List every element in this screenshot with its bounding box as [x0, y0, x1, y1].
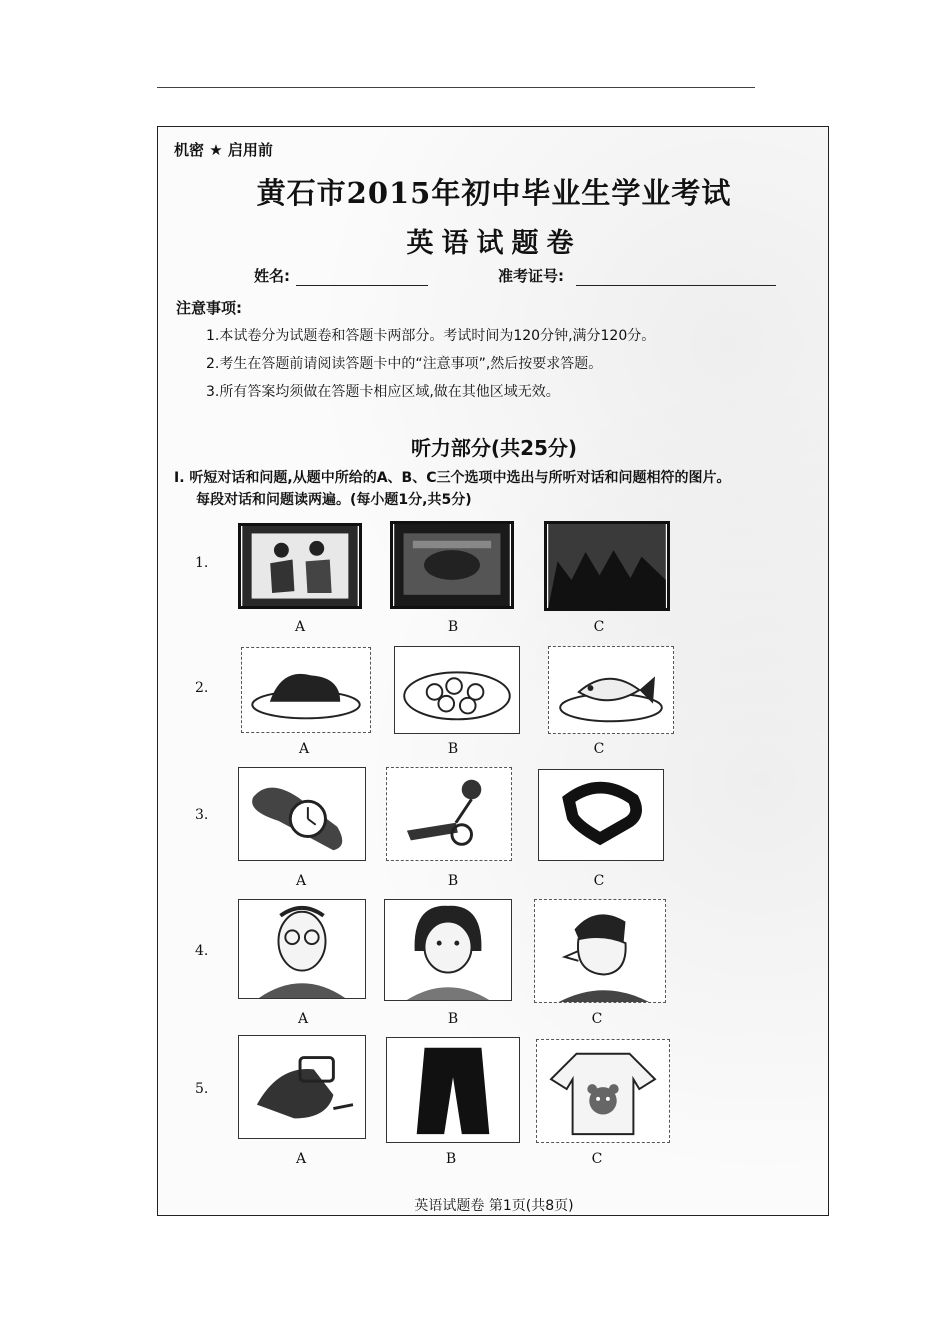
- name-label: 姓名:: [254, 267, 290, 285]
- option-label: C: [591, 1151, 603, 1167]
- option-label: B: [447, 1011, 459, 1027]
- option-picture-1c[interactable]: [544, 521, 670, 611]
- question-number: 4.: [195, 943, 209, 959]
- exam-title: 黄石市2015年初中毕业生学业考试: [256, 176, 732, 210]
- option-picture-2a[interactable]: [241, 647, 371, 733]
- exam-id-field[interactable]: [576, 285, 776, 286]
- option-picture-2c[interactable]: [548, 646, 674, 734]
- exam-id-label: 准考证号:: [498, 267, 564, 285]
- option-label: B: [447, 619, 459, 635]
- option-label: A: [297, 1011, 309, 1027]
- option-picture-1b[interactable]: [390, 521, 514, 609]
- question-number: 5.: [195, 1081, 209, 1097]
- option-picture-1a[interactable]: [238, 523, 362, 609]
- option-label: B: [447, 873, 459, 889]
- option-label: C: [593, 873, 605, 889]
- exam-page: [157, 126, 829, 1216]
- confidential-label: 机密 ★ 启用前: [174, 141, 273, 159]
- top-rule: [157, 87, 755, 88]
- option-label: C: [591, 1011, 603, 1027]
- exam-subtitle: 英语试题卷: [406, 228, 582, 259]
- option-picture-4a[interactable]: [238, 899, 366, 999]
- section-instruction: 每段对话和问题读两遍。(每小题1分,共5分): [196, 492, 472, 508]
- question-number: 2.: [195, 680, 209, 696]
- notice-item: 2.考生在答题前请阅读答题卡中的“注意事项”,然后按要求答题。: [206, 356, 603, 372]
- section-title: 听力部分(共25分): [410, 436, 578, 460]
- option-label: A: [295, 873, 307, 889]
- option-label: B: [445, 1151, 457, 1167]
- option-label: B: [447, 741, 459, 757]
- option-label: C: [593, 619, 605, 635]
- option-picture-3c[interactable]: [538, 769, 664, 861]
- name-field[interactable]: [296, 285, 428, 286]
- notice-item: 3.所有答案均须做在答题卡相应区域,做在其他区域无效。: [206, 384, 560, 400]
- option-picture-3b[interactable]: [386, 767, 512, 861]
- option-picture-3a[interactable]: [238, 767, 366, 861]
- option-picture-2b[interactable]: [394, 646, 520, 734]
- section-instruction: I. 听短对话和问题,从题中所给的A、B、C三个选项中选出与所听对话和问题相符的图片。: [174, 470, 731, 486]
- option-label: A: [294, 619, 306, 635]
- question-number: 3.: [195, 807, 209, 823]
- option-picture-5b[interactable]: [386, 1037, 520, 1143]
- option-picture-4c[interactable]: [534, 899, 666, 1003]
- option-label: A: [298, 741, 310, 757]
- question-number: 1.: [195, 555, 209, 571]
- option-picture-5a[interactable]: [238, 1035, 366, 1139]
- option-picture-5c[interactable]: [536, 1039, 670, 1143]
- option-label: C: [593, 741, 605, 757]
- option-label: A: [295, 1151, 307, 1167]
- notice-item: 1.本试卷分为试题卷和答题卡两部分。考试时间为120分钟,满分120分。: [206, 328, 656, 344]
- page-footer: 英语试题卷 第1页(共8页): [414, 1198, 574, 1214]
- notice-heading: 注意事项:: [176, 299, 242, 317]
- option-picture-4b[interactable]: [384, 899, 512, 1001]
